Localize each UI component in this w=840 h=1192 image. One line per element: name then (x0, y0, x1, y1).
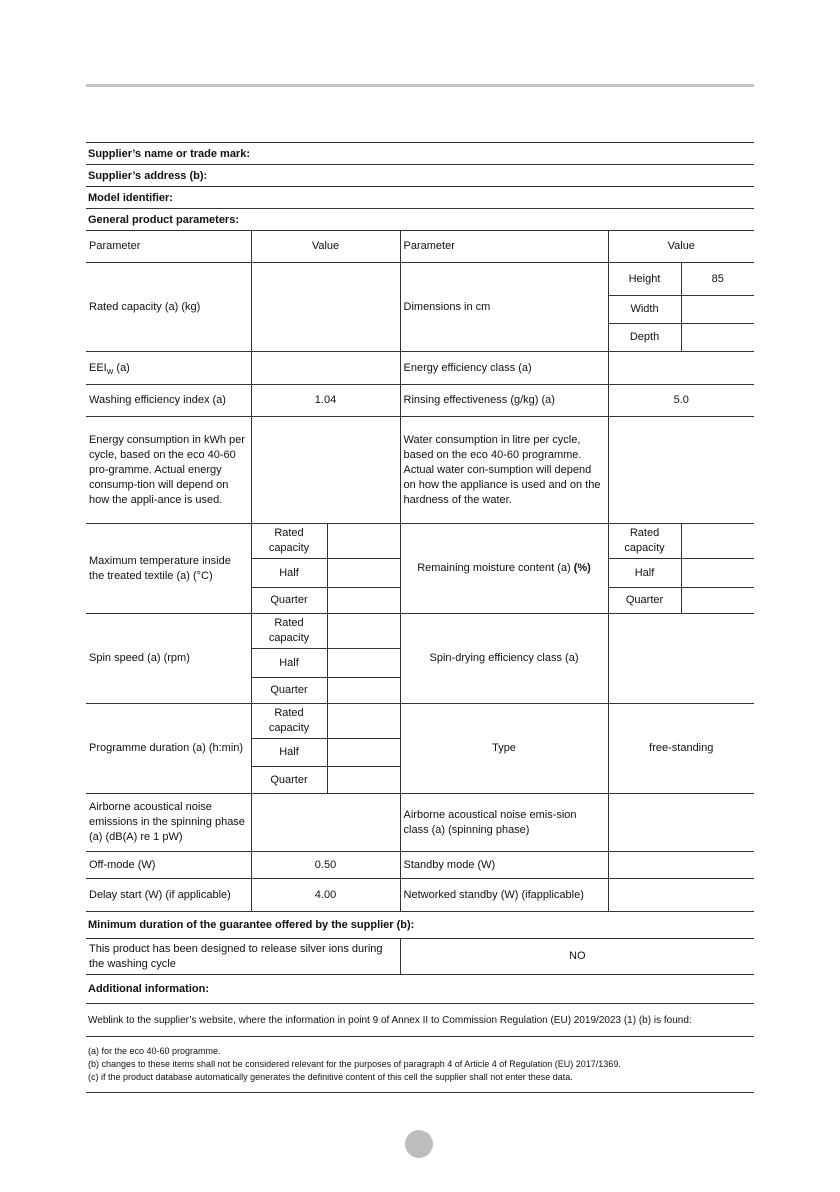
energy-consumption-label: Energy consumption in kWh per cycle, based on the eco 40-60 pro-gramme. Actual energy consump-tion will depend on how the appli-ance is used. (86, 417, 251, 524)
rated-capacity-value (251, 263, 400, 352)
water-consumption-label: Water consumption in litre per cycle, based on the eco 40-60 programme. Actual water con-sumption will depend on how the appliance is used and on the hardness of the water. (400, 417, 608, 524)
supplier-name-label: Supplier’s name or trade mark: (86, 142, 754, 164)
spin-speed-half-value (327, 649, 400, 678)
depth-label: Depth (608, 324, 681, 352)
noise-class-label: Airborne acoustical noise emis-sion class (a) (spinning phase) (400, 794, 608, 852)
width-value (681, 296, 754, 324)
max-temperature-label: Maximum temperature inside the treated textile (a) (°C) (86, 524, 251, 614)
depth-value (681, 324, 754, 352)
programme-duration-label: Programme duration (a) (h:min) (86, 704, 251, 794)
footnote-a: (a) for the eco 40-60 programme. (88, 1046, 221, 1056)
washing-index-value: 1.04 (251, 385, 400, 417)
parameters-table (86, 230, 754, 912)
networked-standby-label: Networked standby (W) (ifapplicable) (400, 879, 608, 912)
load-half-label: Half (251, 559, 327, 588)
type-label: Type (400, 704, 608, 794)
spin-speed-label: Spin speed (a) (rpm) (86, 614, 251, 704)
energy-consumption-value (251, 417, 400, 524)
eeiw-value (251, 352, 400, 385)
energy-class-label: Energy efficiency class (a) (400, 352, 608, 385)
standby-value (608, 852, 754, 879)
spin-class-value (608, 614, 754, 704)
load-half-label: Half (608, 559, 681, 588)
noise-emission-label: Airborne acoustical noise emissions in the spinning phase (a) (dB(A) re 1 pW) (86, 794, 251, 852)
type-value: free-standing (608, 704, 754, 794)
moisture-half-value (681, 559, 754, 588)
rated-capacity-label: Rated capacity (a) (kg) (86, 263, 251, 352)
silver-ions-label: This product has been designed to release silver ions during the washing cycle (86, 939, 400, 975)
spin-class-label: Spin-drying efficiency class (a) (400, 614, 608, 704)
duration-quarter-value (327, 767, 400, 794)
product-information-sheet (86, 142, 754, 1093)
delay-start-label: Delay start (W) (if applicable) (86, 879, 251, 912)
duration-rated-value (327, 704, 400, 739)
column-header-value: Value (251, 231, 400, 263)
additional-info-label: Additional information: (88, 983, 209, 995)
load-quarter-label: Quarter (251, 588, 327, 614)
supplier-address-label: Supplier’s address (b): (86, 164, 754, 186)
moisture-content-label: Remaining moisture content (a) (%) (400, 524, 608, 614)
noise-emission-value (251, 794, 400, 852)
footnotes (86, 1036, 754, 1093)
footnote-b: (b) changes to these items shall not be considered relevant for the purposes of paragraph 4 of Article 4 of Regulation (EU) 2017/1369. (88, 1059, 621, 1069)
max-temp-rated-value (327, 524, 400, 559)
standby-label: Standby mode (W) (400, 852, 608, 879)
model-identifier-label: Model identifier: (86, 186, 754, 208)
moisture-rated-value (681, 524, 754, 559)
load-quarter-label: Quarter (608, 588, 681, 614)
dimensions-label: Dimensions in cm (400, 263, 608, 352)
delay-start-value: 4.00 (251, 879, 400, 912)
load-quarter-label: Quarter (251, 767, 327, 794)
silver-ions-value: NO (400, 939, 754, 975)
rinsing-label: Rinsing effectiveness (g/kg) (a) (400, 385, 608, 417)
column-header-parameter-2: Parameter (400, 231, 608, 263)
max-temp-quarter-value (327, 588, 400, 614)
load-rated-label: Rated capacity (251, 614, 327, 649)
moisture-quarter-value (681, 588, 754, 614)
eeiw-label: $EEI_W$ (a) (86, 352, 251, 385)
height-label: Height (608, 263, 681, 296)
noise-class-value (608, 794, 754, 852)
water-consumption-value (608, 417, 754, 524)
rinsing-value: 5.0 (608, 385, 754, 417)
silver-ions-table (86, 938, 754, 975)
load-half-label: Half (251, 739, 327, 767)
washing-index-label: Washing efficiency index (a) (86, 385, 251, 417)
load-rated-label: Rated capacity (608, 524, 681, 559)
top-divider (86, 84, 754, 87)
load-quarter-label: Quarter (251, 678, 327, 704)
duration-half-value (327, 739, 400, 767)
page-number-marker (405, 1130, 433, 1158)
networked-standby-value (608, 879, 754, 912)
energy-class-value (608, 352, 754, 385)
load-rated-label: Rated capacity (251, 524, 327, 559)
off-mode-label: Off-mode (W) (86, 852, 251, 879)
height-value: 85 (681, 263, 754, 296)
guarantee-label: Minimum duration of the guarantee offered by the supplier (b): (88, 919, 415, 931)
width-label: Width (608, 296, 681, 324)
footnote-c: (c) if the product database automatically generates the definitive content of this cell the supplier shall not enter these data. (88, 1072, 573, 1082)
spin-speed-quarter-value (327, 678, 400, 704)
weblink-text: Weblink to the supplier’s website, where the information in point 9 of Annex II to Commission Regulation (EU) 2019/2023 (1) (b) is found: (86, 1003, 754, 1036)
spin-speed-rated-value (327, 614, 400, 649)
column-header-value-2: Value (608, 231, 754, 263)
off-mode-value: 0.50 (251, 852, 400, 879)
max-temp-half-value (327, 559, 400, 588)
column-header-parameter: Parameter (86, 231, 251, 263)
load-half-label: Half (251, 649, 327, 678)
load-rated-label: Rated capacity (251, 704, 327, 739)
general-parameters-label: General product parameters: (86, 208, 754, 230)
